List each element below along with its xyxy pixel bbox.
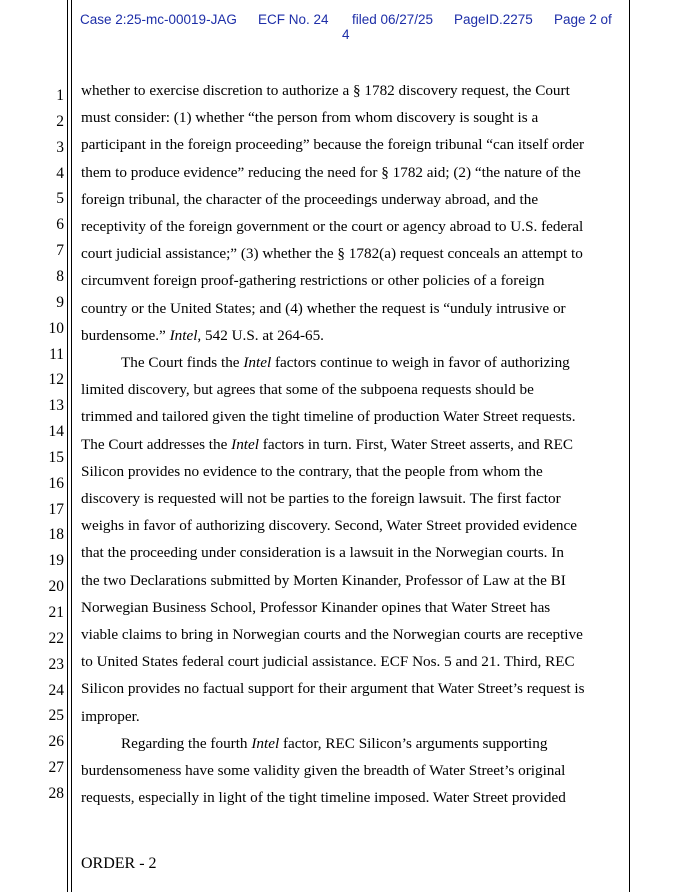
line-number: 20 [48,578,64,596]
case-citation-italic: Intel [169,326,198,344]
line-number: 16 [48,474,64,492]
page-id: PageID.2275 [454,12,533,27]
page-indicator: Page 2 of [554,12,612,27]
line-number: 23 [48,655,64,673]
text-line [81,543,611,563]
text-run: factors in turn. First, Water Street asserts, and REC [259,435,573,453]
case-citation-italic: Intel [231,435,259,453]
text-line [81,462,611,482]
text-run: participant in the foreign proceeding” because the foreign tribunal “can itself order [81,136,585,154]
text-line [81,435,611,455]
text-line [81,761,611,781]
text-run: requests, especially in light of the tight timeline imposed. Water Street provided [81,789,566,807]
line-number: 7 [56,242,64,260]
text-run: burdensome.” [81,326,170,344]
line-number: 21 [48,604,64,621]
text-run: The Court finds the [121,354,244,371]
line-number: 15 [48,448,64,466]
page-total: 4 [342,27,350,42]
text-run: , 542 U.S. at 264-65. [197,326,324,344]
text-line [81,190,611,210]
text-run: the two Declarations submitted by Morten Kinander, Professor of Law at the BI [81,571,566,589]
line-number: 14 [48,423,64,441]
text-run: weighs in favor of authorizing discovery. Second, Water Street provided evidence [81,517,578,535]
ecf-number: ECF No. 24 [258,12,329,27]
page-footer: ORDER - 2 [81,855,157,872]
text-run: Silicon provides no factual support for their argument that Water Street’s request is [81,680,585,698]
text-run: factor, REC Silicon’s arguments supporting [279,734,548,752]
line-number: 17 [48,500,64,518]
text-run: The Court addresses the [81,435,232,453]
line-number: 24 [48,681,64,699]
text-line [81,652,611,672]
text-line [81,326,611,346]
line-number: 25 [48,707,64,725]
line-number: 5 [56,190,64,208]
text-run: burdensomeness have some validity given the breadth of Water Street’s original [81,762,566,779]
text-line [121,353,611,373]
line-number: 3 [56,138,64,156]
text-line [81,598,611,618]
text-line [81,380,611,400]
left-margin-rule-inner [71,0,72,892]
text-line [81,81,611,101]
line-number: 4 [56,164,64,182]
line-number: 12 [48,371,64,389]
line-number: 1 [56,87,64,104]
case-citation-italic: Intel [243,354,272,371]
text-run: Regarding the fourth [121,734,252,752]
text-run: country or the United States; and (4) whether the request is “unduly intrusive or [81,299,566,317]
right-margin-rule [629,0,630,892]
text-run: whether to exercise discretion to authorize a § 1782 discovery request, the Court [81,82,570,99]
line-number: 27 [48,759,64,777]
text-run: must consider: (1) whether “the person from whom discovery is sought is a [81,109,539,127]
text-run: Norwegian Business School, Professor Kinander opines that Water Street has [81,598,551,616]
text-line [81,707,611,727]
line-number: 9 [56,293,64,311]
text-run: court judicial assistance;” (3) whether the § 1782(a) request conceals an attempt to [81,245,583,263]
text-line [81,244,611,264]
filed-date: filed 06/27/25 [352,12,434,27]
text-run: trimmed and tailored given the tight timeline of production Water Street requests. [81,408,576,426]
text-line [121,734,611,754]
text-run: receptivity of the foreign government or the court or agency abroad to U.S. federal [81,218,584,235]
line-number: 6 [56,216,64,234]
text-line [81,571,611,591]
text-line [81,407,611,427]
line-number: 18 [48,526,64,544]
line-number: 22 [48,629,64,647]
text-line [81,163,611,183]
line-number: 13 [48,397,64,415]
text-run: viable claims to bring in Norwegian courts and the Norwegian courts are receptive [81,626,583,643]
text-run: improper. [81,707,140,725]
line-number: 19 [48,552,64,570]
text-line [81,516,611,536]
text-run: Silicon provides no evidence to the contrary, that the people from whom the [81,462,543,480]
text-line [81,135,611,155]
text-run: to United States federal court judicial assistance. ECF Nos. 5 and 21. Third, REC [81,653,575,671]
text-line [81,217,611,237]
left-margin-rule-outer [67,0,68,892]
text-line [81,108,611,128]
text-run: foreign tribunal, the character of the proceedings underway abroad, and the [81,190,539,208]
text-line [81,489,611,509]
text-run: limited discovery, but agrees that some of the subpoena requests should be [81,381,534,399]
line-number: 2 [56,112,64,130]
text-line [81,788,611,808]
text-run: factors continue to weigh in favor of authorizing [271,354,570,371]
case-citation-italic: Intel [251,734,280,752]
line-number: 11 [49,345,64,363]
case-number: Case 2:25-mc-00019-JAG [80,12,237,27]
text-line [81,679,611,699]
text-run: them to produce evidence” reducing the need for § 1782 aid; (2) “the nature of the [81,163,581,181]
text-line [81,299,611,319]
text-run: circumvent foreign proof-gathering restrictions or other policies of a foreign [81,272,545,290]
text-run: discovery is requested will not be parties to the foreign lawsuit. The first factor [81,490,561,507]
line-number: 8 [56,267,64,285]
line-number: 26 [48,733,64,751]
line-number: 10 [48,319,64,337]
text-run: that the proceeding under consideration is a lawsuit in the Norwegian courts. In [81,544,564,562]
text-line [81,271,611,291]
text-line [81,625,611,645]
line-number: 28 [48,784,64,802]
